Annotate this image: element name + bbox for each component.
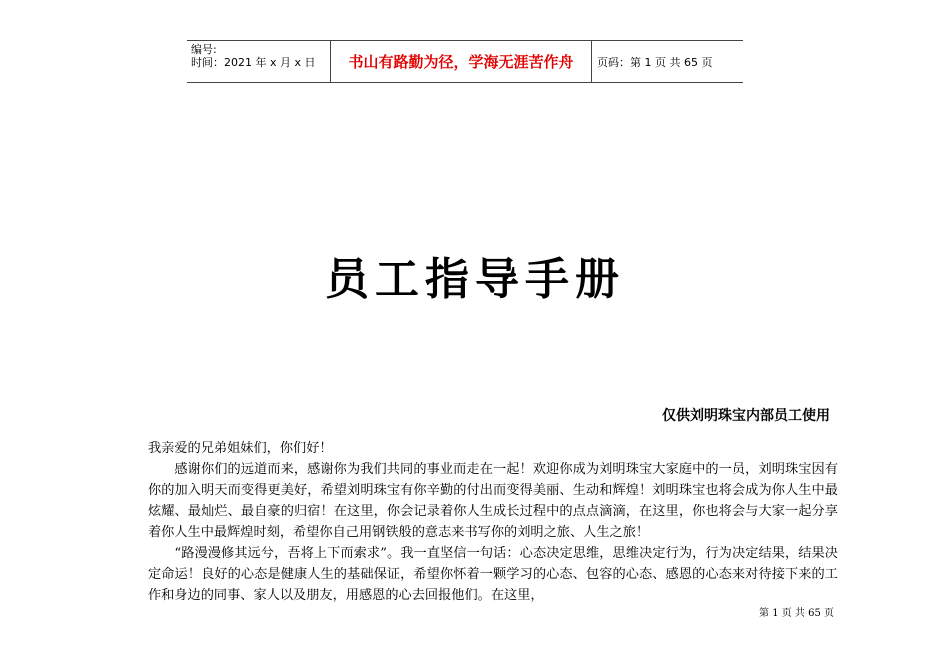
restriction-note: 仅供刘明珠宝内部员工使用: [662, 408, 830, 424]
document-title: 员工指导手册: [325, 254, 625, 305]
header-motto: 书山有路勤为径，学海无涯苦作舟: [330, 41, 592, 82]
time-label: 时间：2021 年 x 月 x 日: [191, 56, 316, 69]
number-label: 编号:: [191, 43, 217, 56]
paragraph-2: “路漫漫修其远兮，吾将上下而索求”。我一直坚信一句话：心态决定思维，思维决定行为，行为决定结果，结果决定命运！良好的心态是健康人生的基础保证，希望你怀着一颗学习的心态、包容的心态、感恩的心态来对待接下来的工作和身边的同事、家人以及朋友，用感恩的心去回报他们。在这里，: [148, 546, 838, 603]
header-page-info: 页码：第 1 页 共 65 页: [597, 55, 713, 69]
greeting: 我亲爱的兄弟姐妹们，你们好！: [148, 441, 333, 456]
document-header: [187, 40, 743, 83]
page-footer: 第 1 页 共 65 页: [759, 608, 834, 619]
paragraph-1: 感谢你们的远道而来，感谢你为我们共同的事业而走在一起！欢迎你成为刘明珠宝大家庭中的一员，刘明珠宝因有你的加入明天而变得更美好，希望刘明珠宝有你辛勤的付出而变得美丽、生动和辉煌！刘明珠宝也将会成为你人生中最炫耀、最灿烂、最自豪的归宿！在这里，你会记录着你人生成长过程中的点点滴滴，在这里，你也将会与大家一起分享着你人生中最辉煌时刻，希望你自己用钢铁般的意志来书写你的刘明之旅、人生之旅！: [148, 462, 838, 540]
header-left-cell: [187, 41, 330, 82]
document-body: [148, 438, 838, 606]
